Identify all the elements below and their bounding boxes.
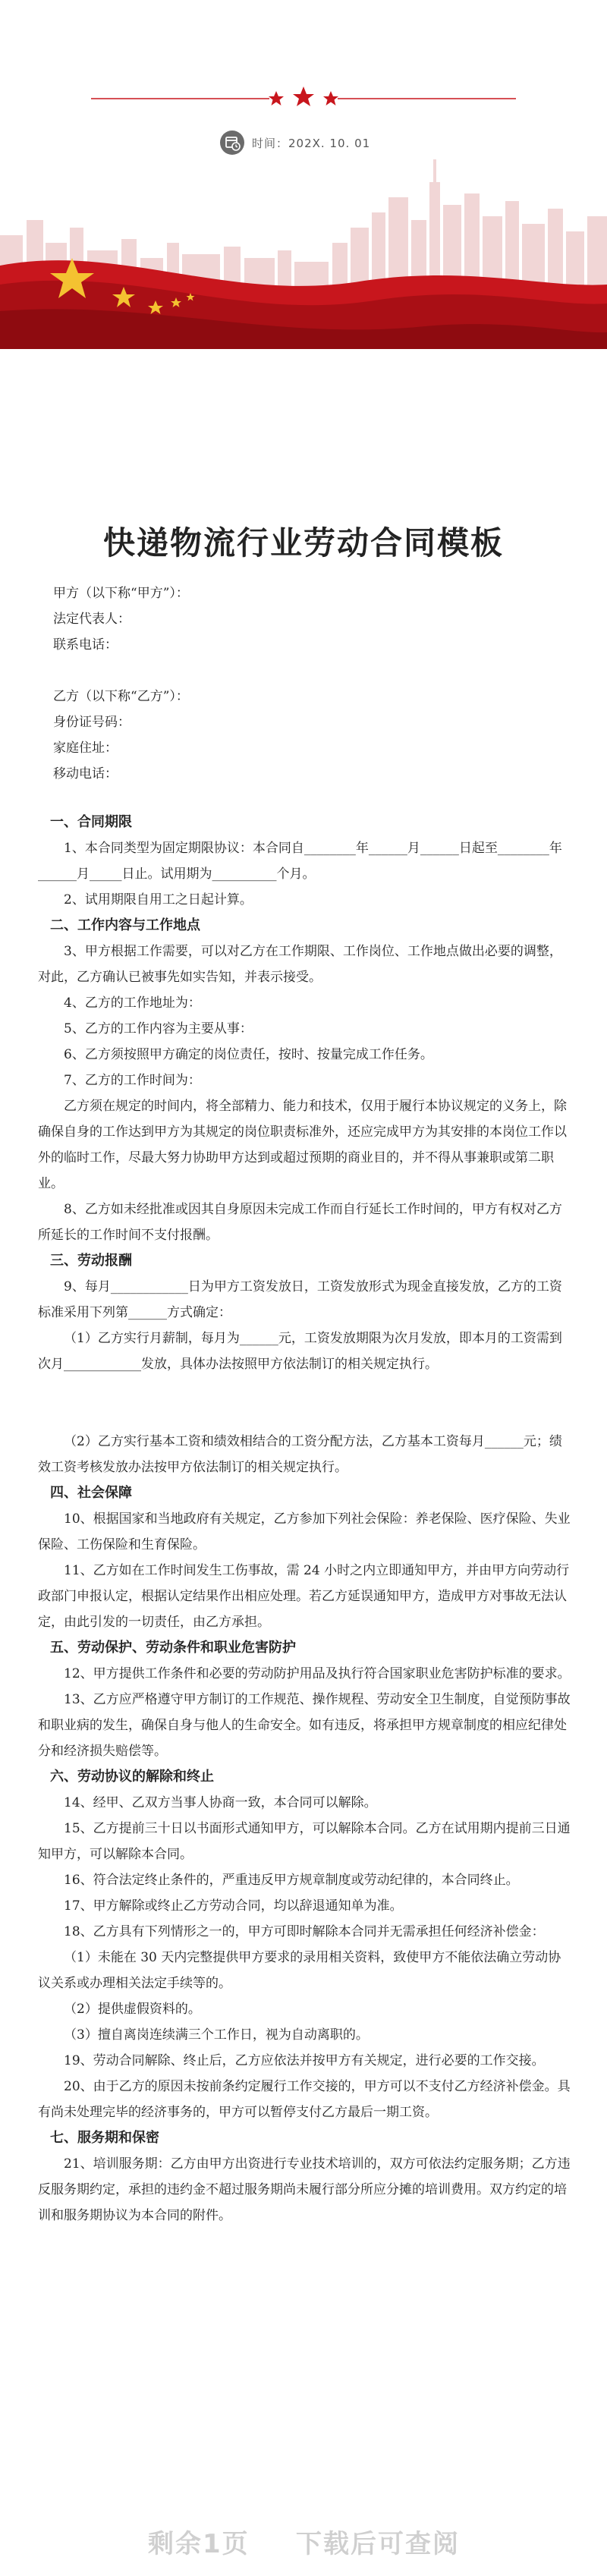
clause-paragraph: 11、乙方如在工作时间发生工伤事故，需 24 小时之内立即通知甲方，并由甲方向劳动行政部门申报认定，根据认定结果作出相应处理。若乙方延误通知甲方，造成甲方对事故无法认定，由此引发的一切责任，由乙方承担。 xyxy=(38,1563,570,1630)
date-text: 时间：202X. 10. 01 xyxy=(252,137,371,150)
clause-paragraph: 19、劳动合同解除、终止后，乙方应依法并按甲方有关规定，进行必要的工作交接。 xyxy=(64,2053,545,2068)
section-heading: 三、劳动报酬 xyxy=(50,1253,132,1269)
section-heading: 四、社会保障 xyxy=(50,1485,132,1501)
section-heading: 二、工作内容与工作地点 xyxy=(50,917,200,933)
document-title: 快递物流行业劳动合同模板 xyxy=(102,524,504,562)
clause-paragraph: 15、乙方提前三十日以书面形式通知甲方，可以解除本合同。乙方在试用期内提前三日通知甲方，可以解除本合同。 xyxy=(38,1821,571,1862)
clause-paragraph: 20、由于乙方的原因未按前条约定履行工作交接的，甲方可以不支付乙方经济补偿金。具有尚未处理完毕的经济事务的，甲方可以暂停支付乙方最后一期工资。 xyxy=(38,2079,571,2120)
clause-paragraph: 14、经甲、乙双方当事人协商一致，本合同可以解除。 xyxy=(64,1795,377,1810)
section-heading: 七、服务期和保密 xyxy=(50,2130,159,2146)
party-a-line: 联系电话： xyxy=(53,637,118,653)
party-a-line: 法定代表人： xyxy=(53,612,131,627)
clause-paragraph: 21、培训服务期：乙方由甲方出资进行专业技术培训的，双方可依法约定服务期；乙方违反服务期约定，承担的违约金不超过服务期尚未履行部分所应分摊的培训费用。双方约定的培训和服务期协议为本合同的附件。 xyxy=(38,2156,571,2223)
clause-paragraph: 18、乙方具有下列情形之一的，甲方可即时解除本合同并无需承担任何经济补偿金： xyxy=(64,1924,545,1939)
party-a-line: 甲方（以下称“甲方”）： xyxy=(53,586,189,601)
party-b-line: 乙方（以下称“乙方”）： xyxy=(53,689,189,704)
clause-paragraph: 13、乙方应严格遵守甲方制订的工作规范、操作规程、劳动安全卫生制度，自觉预防事故和职业病的发生，确保自身与他人的生命安全。如有违反，将承担甲方规章制度的相应纪律处分和经济损失赔偿等。 xyxy=(38,1692,571,1759)
clause-paragraph: 乙方须在规定的时间内，将全部精力、能力和技术，仅用于履行本协议规定的义务上，除确保自身的工作达到甲方为其规定的岗位职责标准外，还应完成甲方为其安排的本岗位工作以外的临时工作，尽最大努力协助甲方达到或超过预期的商业目的，并不得从事兼职或第二职业。 xyxy=(38,1099,567,1191)
section-heading: 五、劳动保护、劳动条件和职业危害防护 xyxy=(50,1640,296,1656)
download-to-view-text[interactable]: 下载后可查阅 xyxy=(296,2529,460,2559)
document-body xyxy=(0,580,607,2228)
clause-paragraph: （1）乙方实行月薪制，每月为______元，工资发放期限为次月发放，即本月的工资需到次月____________发放，具体办法按照甲方依法制订的相关规定执行。 xyxy=(38,1331,562,1372)
clause-paragraph: 6、乙方须按照甲方确定的岗位责任，按时、按量完成工作任务。 xyxy=(64,1047,433,1062)
clause-paragraph: 12、甲方提供工作条件和必要的劳动防护用品及执行符合国家职业危害防护标准的要求。 xyxy=(64,1666,571,1681)
clause-paragraph: 1、本合同类型为固定期限协议：本合同自________年______月______日起至________年______月_____日止。试用期为__________个月。 xyxy=(38,841,562,882)
star-icon xyxy=(269,91,284,105)
clause-paragraph: （1）未能在 30 天内完整提供甲方要求的录用相关资料，致使甲方不能依法确立劳动协议关系或办理相关法定手续等的。 xyxy=(38,1950,561,1991)
star-decoration xyxy=(0,85,607,115)
party-b-line: 家庭住址： xyxy=(53,741,118,756)
clause-paragraph: 8、乙方如未经批准或因其自身原因未完成工作而自行延长工作时间的，甲方有权对乙方所延长的工作时间不支付报酬。 xyxy=(38,1202,562,1243)
clause-paragraph: 2、试用期限自用工之日起计算。 xyxy=(64,892,253,907)
section-heading: 一、合同期限 xyxy=(50,814,132,830)
clause-paragraph: 9、每月____________日为甲方工资发放日，工资发放形式为现金直接发放，乙方的工资标准采用下列第______方式确定： xyxy=(38,1279,562,1320)
party-b-line: 身份证号码： xyxy=(53,715,131,730)
city-skyline-banner xyxy=(0,152,607,349)
clause-paragraph: （2）提供虚假资料的。 xyxy=(64,2002,201,2017)
star-icon xyxy=(293,86,314,106)
clause-paragraph: （3）擅自离岗连续满三个工作日，视为自动离职的。 xyxy=(64,2027,369,2043)
clause-paragraph: 5、乙方的工作内容为主要从事： xyxy=(64,1021,253,1036)
clause-paragraph: 10、根据国家和当地政府有关规定，乙方参加下列社会保险：养老保险、医疗保险、失业保险、工伤保险和生育保险。 xyxy=(38,1511,571,1552)
clause-paragraph: 16、符合法定终止条件的，严重违反甲方规章制度或劳动纪律的，本合同终止。 xyxy=(64,1873,519,1888)
clause-paragraph: 3、甲方根据工作需要，可以对乙方在工作期限、工作岗位、工作地点做出必要的调整，对此，乙方确认已被事先如实告知，并表示接受。 xyxy=(38,944,562,985)
download-prompt-bar[interactable] xyxy=(0,2504,607,2576)
remaining-pages-text: 剩余1页 xyxy=(148,2529,250,2559)
clause-paragraph: 4、乙方的工作地址为： xyxy=(64,995,201,1011)
star-icon xyxy=(323,91,338,105)
clause-paragraph: 17、甲方解除或终止乙方劳动合同，均以辞退通知单为准。 xyxy=(64,1898,403,1914)
blank-paragraph xyxy=(0,1377,607,1429)
section-heading: 六、劳动协议的解除和终止 xyxy=(50,1769,214,1785)
header-banner xyxy=(0,0,607,349)
clause-paragraph: （2）乙方实行基本工资和绩效相结合的工资分配方法，乙方基本工资每月______元；绩效工资考核发放办法按甲方依法制订的相关规定执行。 xyxy=(38,1434,562,1475)
party-b-line: 移动电话： xyxy=(53,766,118,782)
clause-paragraph: 7、乙方的工作时间为： xyxy=(64,1073,201,1088)
